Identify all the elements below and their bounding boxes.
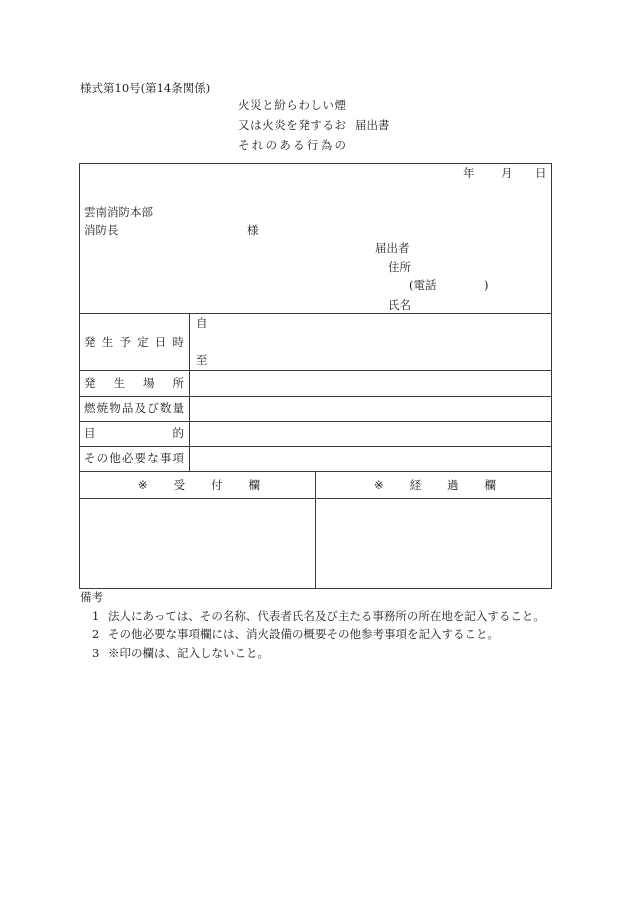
- note-text: ※印の欄は、記入しないこと。: [108, 646, 269, 660]
- label-char: 物: [109, 401, 121, 415]
- label-char: を: [286, 118, 298, 132]
- schedule-from-label: 自: [196, 316, 208, 330]
- label-char: 煙: [334, 98, 346, 112]
- label-char: あ: [279, 138, 291, 152]
- addressee-org: 雲南消防本部: [84, 205, 153, 219]
- addressee-honorific: 様: [247, 223, 259, 237]
- label-char: 必: [121, 451, 134, 465]
- label-char: 欄: [248, 478, 260, 492]
- location-label: [84, 376, 184, 390]
- label-char: 所: [172, 376, 184, 390]
- addressee-title: 消防長: [84, 223, 119, 237]
- label-char: 他: [109, 451, 121, 465]
- label-char: 発: [84, 335, 96, 349]
- label-char: 及: [134, 401, 147, 415]
- label-char: 焼: [96, 401, 109, 415]
- label-char: し: [310, 98, 322, 112]
- label-char: の: [96, 451, 109, 465]
- label-char: は: [250, 118, 262, 132]
- materials-label: [84, 401, 184, 415]
- title-line-3: [238, 138, 346, 152]
- date-day-label: 日: [535, 166, 547, 180]
- label-char: 付: [211, 478, 223, 492]
- note-number: 3: [92, 646, 100, 660]
- label-char: の: [334, 138, 346, 152]
- note-text: 法人にあっては、その名称、代表者氏名及び主たる事務所の所在地を記入すること。: [108, 609, 545, 623]
- location-value-cell: [190, 371, 551, 396]
- note-number: 1: [92, 609, 100, 623]
- label-char: 場: [143, 376, 155, 390]
- other-value-cell: [190, 447, 551, 471]
- note-number: 2: [92, 627, 100, 641]
- label-char: ※: [138, 478, 148, 492]
- label-char: 量: [172, 401, 184, 415]
- label-char: 日: [154, 335, 167, 349]
- progress-cell: [316, 499, 551, 588]
- purpose-label: [84, 426, 184, 440]
- label-char: わ: [298, 98, 310, 112]
- applicant-phone-close: ): [484, 278, 489, 292]
- label-char: と: [262, 98, 274, 112]
- label-char: 生: [101, 335, 114, 349]
- label-char: ※: [374, 478, 384, 492]
- label-char: 発: [84, 376, 96, 390]
- label-char: い: [322, 98, 334, 112]
- title-line-1: [238, 98, 346, 112]
- label-char: 定: [137, 335, 149, 349]
- reception-header: [138, 478, 260, 492]
- label-char: 項: [172, 451, 184, 465]
- label-char: 為: [320, 138, 333, 152]
- purpose-value-cell: [190, 422, 551, 446]
- label-char: 災: [250, 98, 262, 112]
- label-char: 紛: [274, 98, 286, 112]
- label-char: 要: [134, 451, 147, 465]
- date-month-label: 月: [501, 166, 513, 180]
- label-char: 目: [84, 426, 96, 440]
- label-char: び: [147, 401, 159, 415]
- label-char: 炎: [274, 118, 286, 132]
- title-suffix: 届出書: [355, 118, 390, 132]
- label-char: 火: [238, 98, 250, 112]
- applicant-name-label: 氏名: [388, 298, 411, 312]
- label-char: 品: [121, 401, 134, 415]
- label-char: の: [265, 138, 278, 152]
- title-line-2: [238, 118, 346, 132]
- notes-heading: 備考: [80, 590, 103, 604]
- schedule-to-label: 至: [196, 353, 208, 367]
- label-char: 時: [172, 335, 184, 349]
- materials-value-cell: [190, 397, 551, 421]
- label-char: 過: [447, 478, 459, 492]
- label-char: 予: [119, 335, 131, 349]
- form-number: 様式第10号(第14条関係): [80, 81, 211, 95]
- label-char: 発: [298, 118, 310, 132]
- label-char: 火: [262, 118, 274, 132]
- label-char: 欄: [484, 478, 496, 492]
- label-char: ら: [286, 98, 298, 112]
- label-char: す: [310, 118, 322, 132]
- label-char: 又: [238, 118, 250, 132]
- label-char: そ: [238, 138, 250, 152]
- label-char: れ: [251, 138, 264, 152]
- label-char: 燃: [84, 401, 96, 415]
- date-year-label: 年: [463, 166, 475, 180]
- label-char: な: [147, 451, 159, 465]
- label-char: る: [322, 118, 334, 132]
- reception-cell: [80, 499, 315, 588]
- label-char: る: [293, 138, 305, 152]
- label-char: 生: [113, 376, 125, 390]
- applicant-phone-label: (電話: [409, 278, 437, 292]
- label-char: お: [334, 118, 346, 132]
- schedule-value-cell: [190, 314, 551, 370]
- progress-header: [374, 478, 496, 492]
- label-char: 的: [172, 426, 184, 440]
- applicant-address-label: 住所: [388, 260, 411, 274]
- label-char: 行: [306, 138, 319, 152]
- label-char: 数: [159, 401, 172, 415]
- label-char: 受: [173, 478, 186, 492]
- schedule-label: [84, 335, 184, 349]
- label-char: 事: [159, 451, 172, 465]
- note-text: その他必要な事項欄には、消火設備の概要その他参考事項を記入すること。: [108, 627, 499, 641]
- other-label: [84, 451, 184, 465]
- label-char: そ: [84, 451, 96, 465]
- applicant-label: 届出者: [375, 241, 410, 255]
- label-char: 経: [409, 478, 422, 492]
